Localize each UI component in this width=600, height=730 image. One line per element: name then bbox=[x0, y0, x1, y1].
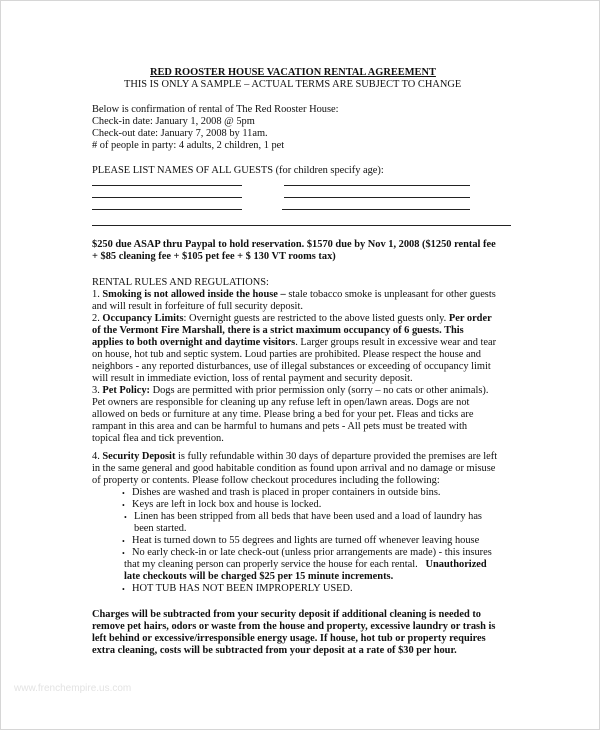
checkout-item-linen-cont: been started. bbox=[134, 523, 187, 534]
payment-line-1: $250 due ASAP thru Paypal to hold reservation. $1570 due by Nov 1, 2008 ($1250 rental fee bbox=[92, 239, 496, 250]
rule-pet-policy-cont: topical flea and tick prevention. bbox=[92, 433, 224, 444]
rule-occupancy-cont: neighbors - any reported disturbances, use of illegal substances or exceeding of occupancy limit bbox=[92, 361, 491, 372]
rule-pet-policy-cont: rampant in this area and can be harmful to humans and pets - All pets must be treated with bbox=[92, 421, 468, 432]
bullet-icon: • bbox=[124, 513, 127, 522]
rule-security-deposit: 4. Security Deposit is fully refundable within 30 days of departure provided the premises are left bbox=[92, 451, 498, 462]
rule-pet-policy-cont: Pet owners are responsible for cleaning up any refuse left in open/lawn areas. Dogs are not bbox=[92, 397, 470, 408]
bullet-icon: • bbox=[122, 489, 125, 498]
bullet-icon: • bbox=[122, 585, 125, 594]
guest-name-line bbox=[92, 197, 242, 198]
rule-occupancy-cont: will result in immediate eviction, loss of rental payment and security deposit. bbox=[92, 373, 413, 384]
checkout-item-linen: Linen has been stripped from all beds that have been used and a load of laundry has bbox=[134, 511, 482, 522]
guest-name-line bbox=[92, 209, 242, 210]
checkout-date: Check-out date: January 7, 2008 by 11am. bbox=[92, 128, 268, 139]
checkout-item-dishes: Dishes are washed and trash is placed in proper containers in outside bins. bbox=[132, 487, 441, 498]
checkout-item-late-checkout: No early check-in or late check-out (unless prior arrangements are made) - this insures bbox=[132, 547, 492, 558]
rule-security-deposit-cont: in the same general and good habitable condition as found upon arrival and no damage or misuse bbox=[92, 463, 496, 474]
rules-heading: RENTAL RULES AND REGULATIONS: bbox=[92, 277, 269, 288]
payment-line-2: + $85 cleaning fee + $105 pet fee + $ 130 VT rooms tax) bbox=[92, 251, 336, 262]
rule-security-deposit-cont: of property or contents. Please follow checkout procedures including the following: bbox=[92, 475, 440, 486]
rule-pet-policy-cont: allowed on beds or furniture at any time. Please bring a bed for your pet. Fleas and ticks are bbox=[92, 409, 474, 420]
party-size: # of people in party: 4 adults, 2 children, 1 pet bbox=[92, 140, 285, 151]
guest-name-line bbox=[92, 225, 511, 226]
document-title: RED ROOSTER HOUSE VACATION RENTAL AGREEMENT bbox=[150, 67, 436, 78]
checkout-item-keys: Keys are left in lock box and house is locked. bbox=[132, 499, 322, 510]
rule-occupancy-cont: on house, hot tub and septic system. Loud parties are prohibited. Please respect the house and bbox=[92, 349, 481, 360]
checkin-date: Check-in date: January 1, 2008 @ 5pm bbox=[92, 116, 255, 127]
rule-occupancy-cont: of the Vermont Fire Marshall, there is a strict maximum occupancy of 6 guests. This bbox=[92, 325, 464, 336]
rule-occupancy: 2. Occupancy Limits: Overnight guests are restricted to the above listed guests only. Per order bbox=[92, 313, 492, 324]
bullet-icon: • bbox=[122, 549, 125, 558]
checkout-item-hot-tub: HOT TUB HAS NOT BEEN IMPROPERLY USED. bbox=[132, 583, 353, 594]
guest-name-line bbox=[282, 209, 470, 210]
guest-name-line bbox=[284, 197, 470, 198]
checkout-item-late-checkout-cont: that my cleaning person can properly service the house for each rental. Unauthorized bbox=[124, 559, 487, 570]
bullet-icon: • bbox=[122, 537, 125, 546]
bullet-icon: • bbox=[122, 501, 125, 510]
rule-smoking: 1. Smoking is not allowed inside the house – stale tobacco smoke is unpleasant for other guests bbox=[92, 289, 496, 300]
charges-note-cont: left behind or excessive/irresponsible energy usage. If house, hot tub or property requires bbox=[92, 633, 486, 644]
guest-name-line bbox=[284, 185, 470, 186]
watermark: www.frenchempire.us.com bbox=[14, 683, 132, 694]
charges-note-cont: remove pet hairs, odors or waste from the house and property, excessive laundry or trash is bbox=[92, 621, 496, 632]
document-subtitle: THIS IS ONLY A SAMPLE – ACTUAL TERMS ARE SUBJECT TO CHANGE bbox=[124, 79, 462, 90]
guest-name-line bbox=[92, 185, 242, 186]
guests-prompt: PLEASE LIST NAMES OF ALL GUESTS (for children specify age): bbox=[92, 165, 384, 176]
checkout-item-heat: Heat is turned down to 55 degrees and lights are turned off whenever leaving house bbox=[132, 535, 480, 546]
confirmation-intro: Below is confirmation of rental of The Red Rooster House: bbox=[92, 104, 339, 115]
rule-occupancy-cont: applies to both overnight and daytime visitors. Larger groups result in excessive wear and tear bbox=[92, 337, 497, 348]
charges-note: Charges will be subtracted from your security deposit if additional cleaning is needed to bbox=[92, 609, 481, 620]
charges-note-cont: extra cleaning, costs will be subtracted from your deposit at a rate of $30 per hour. bbox=[92, 645, 457, 656]
checkout-item-late-checkout-cont: late checkouts will be charged $25 per 15 minute increments. bbox=[124, 571, 394, 582]
rule-pet-policy: 3. Pet Policy: Dogs are permitted with prior permission only (sorry – no cats or other animals). bbox=[92, 385, 489, 396]
rule-smoking-cont: and will result in forfeiture of full security deposit. bbox=[92, 301, 303, 312]
